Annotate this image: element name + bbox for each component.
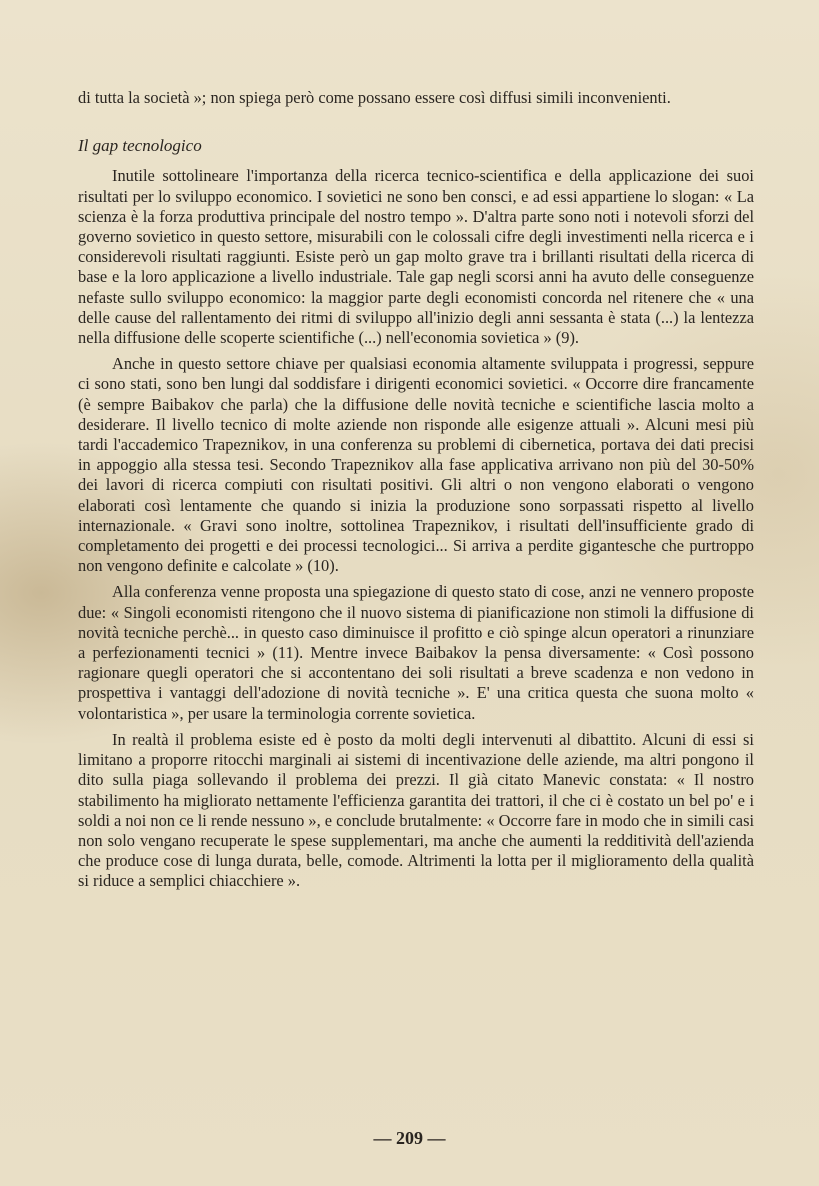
page-body [78,88,754,898]
continuation-paragraph: di tutta la società »; non spiega però come possano essere così diffusi simili inconvenienti. [78,88,671,107]
paragraph: In realtà il problema esiste ed è posto da molti degli intervenuti al dibattito. Alcuni di essi si limitano a proporre ritocchi marginali ai sistemi di incentivazione delle aziende, ma altri pongono il dito sulla piaga sollevando il problema dei prezzi. Il già citato Manevic constata: « Il nostro stabilimento ha migliorato nettamente l'efficienza garantita dei trattori, il che ci è costato un bel po' e i soldi a noi non ce li rende nessuno », e conclude brutalmente: « Occorre fare in modo che in simili casi non solo vengano recuperate le spese supplementari, ma anche che aumenti la redditività dell'azienda che produce cose di lunga durata, belle, comode. Altrimenti la lotta per il miglioramento della qualità si riduce a semplici chiacchiere ». [78,729,754,891]
paragraph: Inutile sottolineare l'importanza della ricerca tecnico-scientifica e della applicazione dei suoi risultati per lo sviluppo economico. I sovietici ne sono ben consci, e ad essi appartiene lo slogan: « La scienza è la forza produttiva principale del nostro tempo ». D'altra parte sono noti i notevoli sforzi del governo sovietico in questo settore, misurabili con le colossali cifre degli investimenti nella ricerca e i considerevoli risultati raggiunti. Esiste però un gap molto grave tra i brillanti risultati della ricerca di base e la loro applicazione a livello industriale. Tale gap negli scorsi anni ha avuto delle conseguenze nefaste sullo sviluppo economico: la maggior parte degli economisti concorda nel ritenere che « una delle cause del rallentamento dei ritmi di sviluppo all'inizio degli anni sessanta è stata (...) la lentezza nella diffusione delle scoperte scientifiche (...) nell'economia sovietica » (9). [78,166,754,348]
paragraph: Alla conferenza venne proposta una spiegazione di questo stato di cose, anzi ne vennero proposte due: « Singoli economisti ritengono che il nuovo sistema di pianificazione non stimoli la diffusione di novità tecniche perchè... in questo caso diminuisce il profitto e ciò spinge alcun operatori a rinunziare a perfezionamenti tecnici » (11). Mentre invece Baibakov la pensa diversamente: « Così possono ragionare quegli operatori che si accontentano dei soli risultati a breve scadenza e non vedono in prospettiva i vantaggi dell'adozione di novità tecniche ». E' una critica questa che suona molto « volontaristica », per usare la terminologia corrente sovietica. [78,582,754,723]
paragraph: Anche in questo settore chiave per qualsiasi economia altamente sviluppata i progressi, seppure ci sono stati, sono ben lungi dal soddisfare i dirigenti economici sovietici. « Occorre dire francamente (è sempre Baibakov che parla) che la diffusione delle novità tecniche e scientifiche lascia molto a desiderare. Il livello tecnico di molte aziende non risponde alle esigenze attuali ». Alcuni mesi più tardi l'accademico Trapeznikov, in una conferenza su problemi di cibernetica, portava dei dati precisi in appoggio alla stessa tesi. Secondo Trapeznikov alla fase applicativa arrivano non più del 30-50% dei lavori di ricerca compiuti con risultati positivi. Gli altri o non vengono elaborati o vengono elaborati così lentamente che quando si inizia la produzione sono sorpassati rispetto al livello internazionale. « Gravi sono inoltre, sottolinea Trapeznikov, i risultati dell'insufficiente grado di completamento dei progetti e dei processi tecnologici... Si arriva a perdite gigantesche che purtroppo non vengono definite e calcolate » (10). [78,354,754,576]
page-number: — 209 — [373,1128,446,1148]
section-heading: Il gap tecnologico [78,136,202,156]
